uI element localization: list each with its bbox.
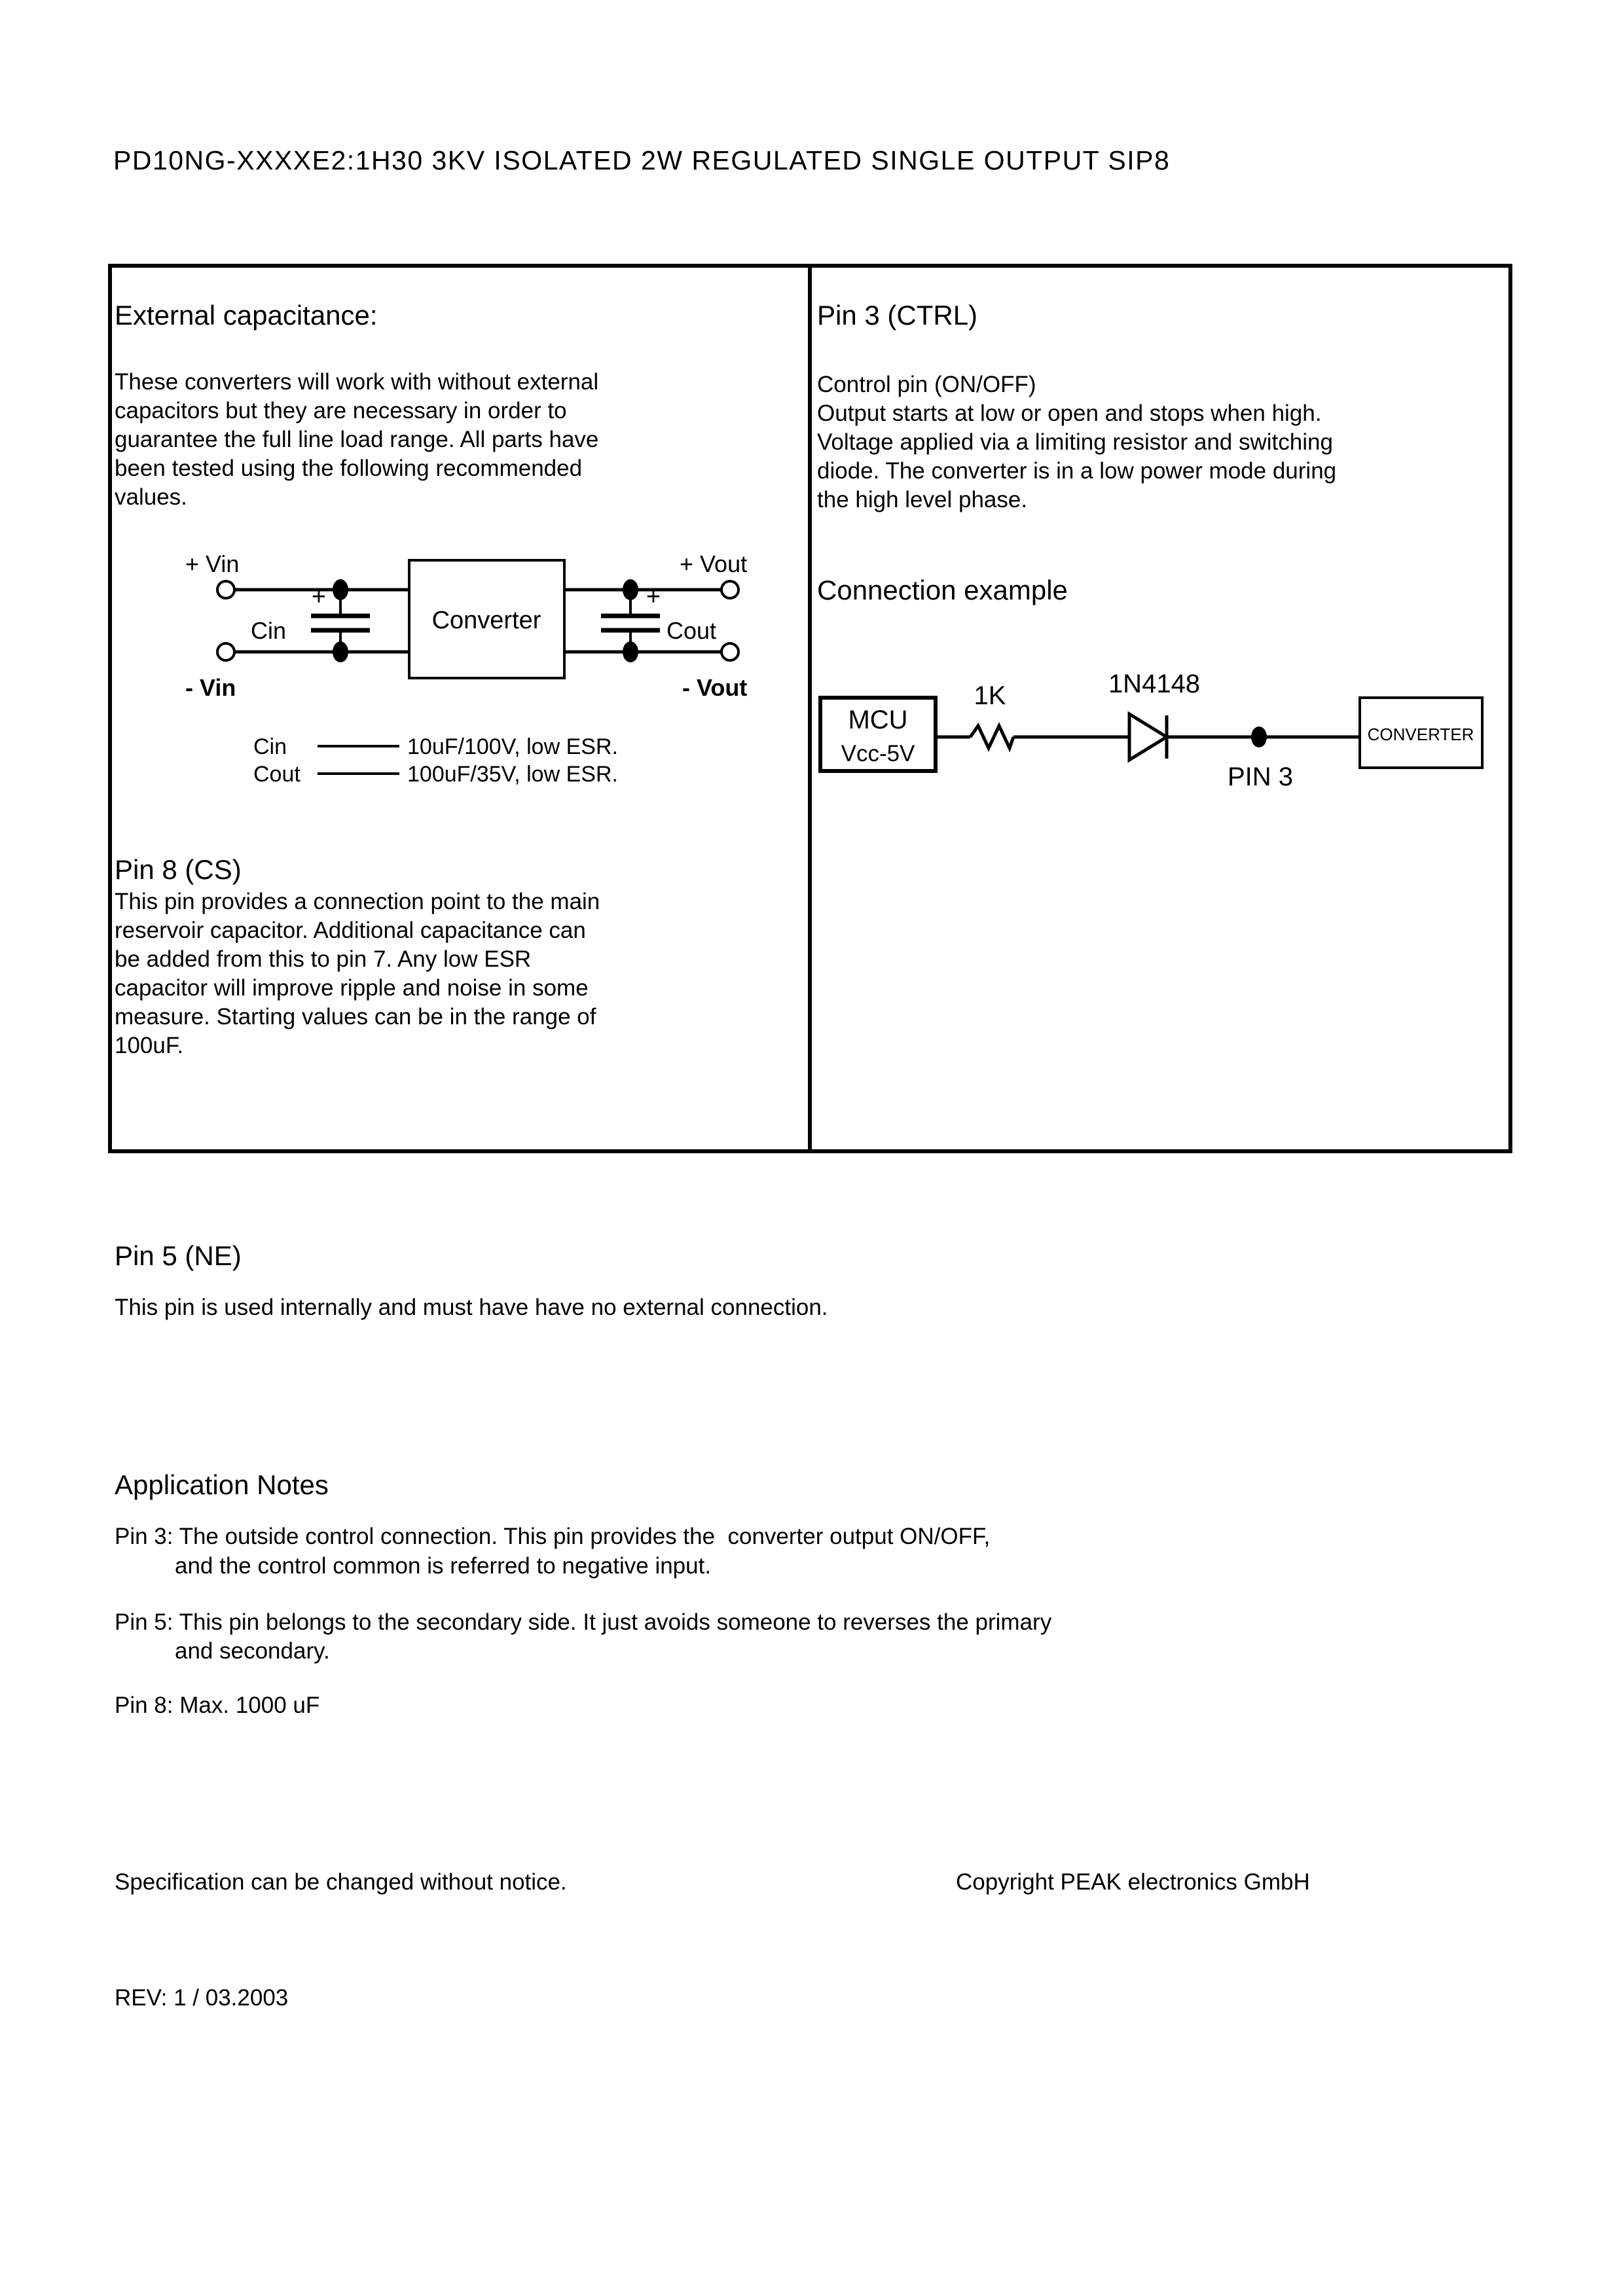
paragraph-line: 100uF. xyxy=(115,1033,184,1058)
cout-polarity-plus: + xyxy=(646,583,661,611)
legend-cin-name: Cin xyxy=(253,734,287,759)
panel-vertical-divider xyxy=(808,264,812,1153)
pin3-heading: Pin 3 (CTRL) xyxy=(817,300,978,331)
paragraph-line: This pin provides a connection point to the main xyxy=(115,889,600,914)
pin3-junction-dot xyxy=(1251,726,1267,747)
pin8-paragraph xyxy=(115,888,600,1060)
note-pin5-line1: Pin 5: This pin belongs to the secondary side. It just avoids someone to reverses the primary xyxy=(115,1609,1052,1635)
cout-label: Cout xyxy=(666,617,717,644)
paragraph-line: be added from this to pin 7. Any low ESR xyxy=(115,946,532,972)
input-terminal-positive xyxy=(217,581,234,598)
pin5-paragraph: This pin is used internally and must have have no external connection. xyxy=(115,1295,828,1320)
vout-plus-label: + Vout xyxy=(680,550,748,577)
pin3-label: PIN 3 xyxy=(1227,762,1294,791)
paragraph-line: values. xyxy=(115,484,187,510)
paragraph-line: measure. Starting values can be in the range of xyxy=(115,1004,596,1030)
paragraph-line: the high level phase. xyxy=(817,487,1028,512)
resistor-symbol xyxy=(970,726,1013,748)
output-terminal-positive xyxy=(721,581,739,598)
cin-polarity-plus: + xyxy=(311,583,327,611)
output-terminal-negative xyxy=(721,643,739,660)
pin5-heading: Pin 5 (NE) xyxy=(115,1240,242,1271)
external-capacitance-heading: External capacitance: xyxy=(115,300,378,331)
legend-cin-value: 10uF/100V, low ESR. xyxy=(407,734,618,759)
vin-minus-label: - Vin xyxy=(185,674,236,701)
footer-disclaimer: Specification can be changed without notice. xyxy=(115,1869,567,1895)
page-title: PD10NG-XXXXE2:1H30 3KV ISOLATED 2W REGULATED SINGLE OUTPUT SIP8 xyxy=(113,145,1171,175)
paragraph-line: capacitors but they are necessary in order to xyxy=(115,398,567,423)
junction-dot xyxy=(333,579,348,600)
paragraph-line: capacitor will improve ripple and noise in some xyxy=(115,975,589,1001)
connection-example-heading: Connection example xyxy=(817,575,1068,605)
note-pin8: Pin 8: Max. 1000 uF xyxy=(115,1693,320,1718)
junction-dot xyxy=(623,641,638,662)
vout-minus-label: - Vout xyxy=(682,674,748,701)
diode-symbol xyxy=(1129,714,1167,760)
connection-example-diagram xyxy=(818,651,1512,828)
mcu-label: MCU xyxy=(848,706,908,734)
paragraph-line: diode. The converter is in a low power mode during xyxy=(817,458,1337,484)
mcu-voltage-label: Vcc-5V xyxy=(841,741,915,766)
legend-cout-name: Cout xyxy=(253,762,301,787)
junction-dot xyxy=(623,579,638,600)
paragraph-line: Voltage applied via a limiting resistor and switching xyxy=(817,429,1333,455)
diode-label: 1N4148 xyxy=(1108,670,1201,698)
paragraph-line: These converters will work with without external xyxy=(115,369,599,395)
paragraph-line: Control pin (ON/OFF) xyxy=(817,372,1036,397)
pin3-paragraph xyxy=(817,370,1336,514)
note-pin3-line2: and the control common is referred to negative input. xyxy=(175,1553,712,1579)
converter-box-label: Converter xyxy=(431,607,541,634)
note-pin3-line1: Pin 3: The outside control connection. This pin provides the converter output ON/OFF, xyxy=(115,1524,991,1549)
application-notes-heading: Application Notes xyxy=(115,1469,329,1500)
paragraph-line: guarantee the full line load range. All parts have xyxy=(115,427,599,452)
paragraph-line: Output starts at low or open and stops when high. xyxy=(817,401,1322,426)
input-terminal-negative xyxy=(217,643,234,660)
resistor-label: 1K xyxy=(974,681,1006,710)
cin-label: Cin xyxy=(251,617,287,644)
footer-revision: REV: 1 / 03.2003 xyxy=(115,1985,289,2011)
vin-plus-label: + Vin xyxy=(185,550,240,577)
pin8-heading: Pin 8 (CS) xyxy=(115,854,242,885)
junction-dot xyxy=(333,641,348,662)
footer-copyright: Copyright PEAK electronics GmbH xyxy=(956,1869,1310,1895)
note-pin5-line2: and secondary. xyxy=(175,1638,330,1664)
converter-box-label: CONVERTER xyxy=(1367,725,1474,744)
paragraph-line: been tested using the following recommended xyxy=(115,456,583,481)
legend-cout-value: 100uF/35V, low ESR. xyxy=(407,762,618,787)
external-capacitance-paragraph xyxy=(115,368,598,512)
capacitor-circuit-diagram xyxy=(131,535,805,817)
paragraph-line: reservoir capacitor. Additional capacitance can xyxy=(115,918,586,943)
